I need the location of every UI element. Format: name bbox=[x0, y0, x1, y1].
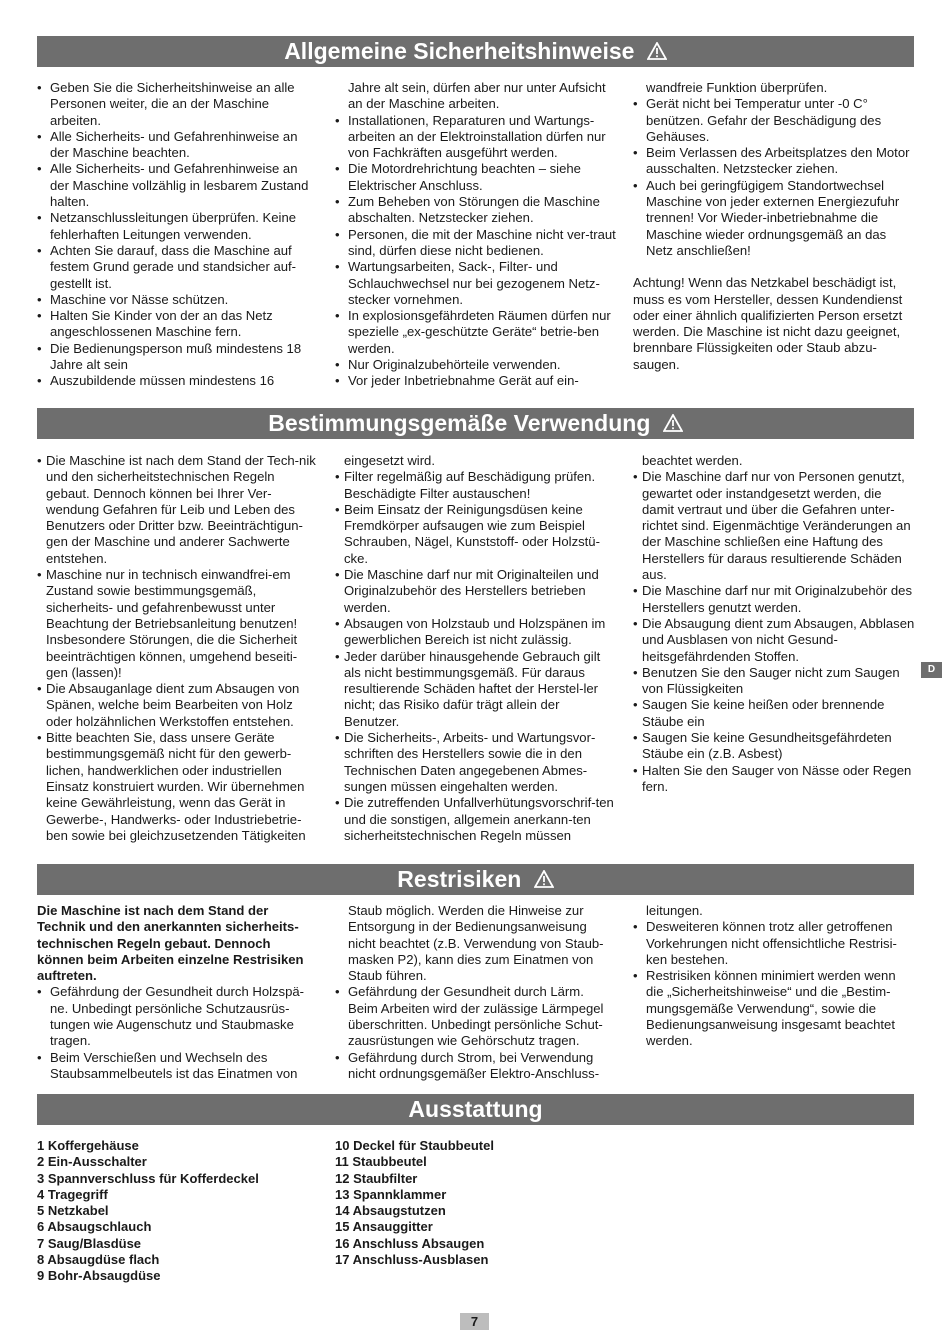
list-item: • Personen, die mit der Maschine nicht ver-traut sind, dürfen diese nicht bedienen. bbox=[335, 227, 617, 260]
equipment-item: 6 Absaugschlauch bbox=[37, 1219, 152, 1235]
list-item: • Die Bedienungsperson muß mindestens 18 Jahre alt sein bbox=[37, 341, 313, 374]
list-item: • Beim Verlassen des Arbeitsplatzes den Motor ausschalten. Netzstecker ziehen. bbox=[633, 145, 915, 178]
warning-triangle-icon bbox=[647, 42, 667, 60]
safety-column-3 bbox=[633, 80, 915, 373]
list-item: • Die Maschine darf nur von Personen genutzt, gewartet oder instandgesetzt werden, die damit vertraut und über die Gefahren unter-richtet sind. Eigenmächtige Veränderungen an der Maschine schließen eine Haftung des Herstellers für daraus resultierende Schäden aus. bbox=[633, 469, 915, 583]
risks-list-3 bbox=[633, 919, 915, 1049]
continued-text: eingesetzt wird. bbox=[344, 453, 435, 468]
list-item: • Nur Originalzubehörteile verwenden. bbox=[335, 357, 617, 373]
list-item: • Halten Sie Kinder von der an das Netz angeschlossenen Maschine fern. bbox=[37, 308, 313, 341]
list-item: • Benutzen Sie den Sauger nicht zum Saugen von Flüssigkeiten bbox=[633, 665, 915, 698]
warning-triangle-icon bbox=[534, 870, 554, 888]
section-header-equipment bbox=[37, 1094, 914, 1125]
risks-column-2 bbox=[335, 903, 617, 1082]
equipment-item: 3 Spannverschluss für Kofferdeckel bbox=[37, 1170, 259, 1186]
continued-text: beachtet werden. bbox=[642, 453, 743, 468]
list-item: • Achten Sie darauf, dass die Maschine auf festem Grund gerade und standsicher auf-gestellt ist. bbox=[37, 243, 313, 292]
section-title-equipment: Ausstattung bbox=[408, 1096, 543, 1122]
continued-text: Staub möglich. Werden die Hinweise zur Entsorgung in der Bedienungsanweisung nicht beachtet (z.B. Verwendung von Staub-masken P2), kann dies zum Einatmen von Staub führen. bbox=[348, 903, 604, 984]
risks-intro: Die Maschine ist nach dem Stand der Technik und den anerkannten sicherheits-technischen Regeln gebaut. Dennoch können beim Arbeiten einzelne Restrisiken auftreten. bbox=[37, 903, 304, 984]
list-item: • Die Maschine ist nach dem Stand der Tech-nik und den sicherheitstechnischen Regeln gebaut. Dennoch können bei Ihrer Ver-wendung Gefahren für Leib und Leben des Benutzers oder Dritter bzw. Beeinträchtigun-gen der Maschine und anderer Sachwerte entstehen. bbox=[37, 453, 317, 567]
list-item: • Beim Verschießen und Wechseln des Staubsammelbeutels ist das Einatmen von bbox=[37, 1050, 317, 1083]
list-item: • Gefährdung der Gesundheit durch Lärm. Beim Arbeiten wird der zulässige Lärmpegel überschritten. Unbedingt persönliche Schut-zausrüstungen wie Gehörschutz tragen. bbox=[335, 984, 617, 1049]
risks-column-3 bbox=[633, 903, 915, 1050]
usage-list-1 bbox=[37, 453, 317, 844]
list-item: • Zum Beheben von Störungen die Maschine abschalten. Netzstecker ziehen. bbox=[335, 194, 617, 227]
list-item: • Desweiteren können trotz aller getroffenen Vorkehrungen nicht offensichtliche Restrisi-ken bestehen. bbox=[633, 919, 915, 968]
continued-text: leitungen. bbox=[646, 903, 703, 918]
list-item: • Die Absauganlage dient zum Absaugen von Spänen, welche beim Bearbeiten von Holz oder holzähnlichen Werkstoffen entstehen. bbox=[37, 681, 317, 730]
equipment-item: 10 Deckel für Staubbeutel bbox=[335, 1138, 494, 1153]
language-tab: D bbox=[921, 662, 942, 678]
list-item: • Bitte beachten Sie, dass unsere Geräte bestimmungsgemäß nicht für den gewerb-lichen, handwerklichen oder industriellen Einsatz konstruiert wurden. Wir übernehmen keine Gewährleistung, wenn das Gerät in Gewerbe-, Handwerks- oder Industriebetrie-ben sowie bei gleichzusetzenden Tätigkeiten bbox=[37, 730, 317, 844]
list-item: • Wartungsarbeiten, Sack-, Filter- und Schlauchwechsel nur bei gezogenem Netz-stecker vornehmen. bbox=[335, 259, 617, 308]
section-title-risks: Restrisiken bbox=[397, 866, 522, 892]
list-item: • Gerät nicht bei Temperatur unter -0 C° benützen. Gefahr der Beschädigung des Gehäuses. bbox=[633, 96, 915, 145]
risks-list-2 bbox=[335, 984, 617, 1082]
equipment-item: 7 Saug/Blasdüse bbox=[37, 1235, 142, 1251]
list-item: • Alle Sicherheits- und Gefahrenhinweise an der Maschine vollzählig in lesbarem Zustand halten. bbox=[37, 161, 313, 210]
equipment-item: 14 Absaugstutzen bbox=[335, 1203, 446, 1219]
safety-column-2 bbox=[335, 80, 617, 390]
equipment-item: 16 Anschluss Absaugen bbox=[335, 1235, 485, 1251]
list-item: • Die Absaugung dient zum Absaugen, Abblasen und Ausblasen von nicht Gesund-heitsgefährdenden Stoffen. bbox=[633, 616, 915, 665]
equipment-item: 8 Absaugdüse flach bbox=[37, 1252, 160, 1268]
list-item: • Saugen Sie keine heißen oder brennende Stäube ein bbox=[633, 697, 915, 730]
list-item: • Die Motordrehrichtung beachten – siehe Elektrischer Anschluss. bbox=[335, 161, 617, 194]
list-item: • Die Maschine darf nur mit Originalteilen und Originalzubehör des Herstellers betrieben werden. bbox=[335, 567, 617, 616]
safety-list-3 bbox=[633, 96, 915, 259]
usage-list-2 bbox=[335, 469, 617, 844]
list-item: • In explosionsgefährdeten Räumen dürfen nur spezielle „ex-geschützte Geräte“ betrie-ben werden. bbox=[335, 308, 617, 357]
list-item: • Restrisiken können minimiert werden wenn die „Sicherheitshinweise“ und die „Bestim-mungsgemäße Verwendung“, sowie die Bedienungsanweisung insgesamt beachtet werden. bbox=[633, 968, 915, 1049]
equipment-item: 15 Ansauggitter bbox=[335, 1219, 433, 1235]
section-title-usage: Bestimmungsgemäße Verwendung bbox=[268, 410, 651, 436]
page-number: 7 bbox=[460, 1313, 489, 1330]
list-item: • Installationen, Reparaturen und Wartungs-arbeiten an der Elektroinstallation dürfen nur von Fachkräften ausgeführt werden. bbox=[335, 113, 617, 162]
equipment-item: 4 Tragegriff bbox=[37, 1186, 108, 1202]
list-item: • Maschine vor Nässe schützen. bbox=[37, 292, 313, 308]
list-item: • Auszubildende müssen mindestens 16 bbox=[37, 373, 313, 389]
usage-list-3 bbox=[633, 469, 915, 795]
list-item: • Beim Einsatz der Reinigungsdüsen keine Fremdkörper aufsaugen wie zum Beispiel Schrauben, Nägel, Kunststoff- oder Holzstü-cke. bbox=[335, 502, 617, 567]
equipment-item: 11 Staubbeutel bbox=[335, 1154, 427, 1170]
safety-list-1 bbox=[37, 80, 313, 390]
list-item: • Absaugen von Holzstaub und Holzspänen im gewerblichen Bereich ist nicht zulässig. bbox=[335, 616, 617, 649]
list-item: • Gefährdung durch Strom, bei Verwendung nicht ordnungsgemäßer Elektro-Anschluss- bbox=[335, 1050, 617, 1083]
safety-list-2 bbox=[335, 113, 617, 390]
equipment-item: 1 Koffergehäuse bbox=[37, 1138, 139, 1153]
section-header-usage bbox=[37, 408, 914, 439]
usage-column-1 bbox=[37, 453, 317, 844]
list-item: • Vor jeder Inbetriebnahme Gerät auf ein- bbox=[335, 373, 617, 389]
equipment-item: 17 Anschluss-Ausblasen bbox=[335, 1252, 489, 1268]
list-item: • Jeder darüber hinausgehende Gebrauch gilt als nicht bestimmungsgemäß. Für daraus resultierende Schäden haftet der Herstel-ler nicht; das Risiko dafür trägt allein der Benutzer. bbox=[335, 649, 617, 730]
equipment-list-1 bbox=[37, 1138, 259, 1285]
risks-list-1 bbox=[37, 984, 317, 1082]
list-item: • Netzanschlussleitungen überprüfen. Keine fehlerhaften Leitungen verwenden. bbox=[37, 210, 313, 243]
continued-text: Jahre alt sein, dürfen aber nur unter Aufsicht an der Maschine arbeiten. bbox=[348, 80, 606, 112]
list-item: • Maschine nur in technisch einwandfrei-em Zustand sowie bestimmungsgemäß, sicherheits- und gefahrenbewusst unter Beachtung der Betriebsanleitung benutzen! Insbesondere Störungen, die die Sicherheit beeinträchtigen können, umgehend beseiti-gen (lassen)! bbox=[37, 567, 317, 681]
section-title-safety: Allgemeine Sicherheitshinweise bbox=[284, 38, 635, 64]
list-item: • Saugen Sie keine Gesundheitsgefährdeten Stäube ein (z.B. Asbest) bbox=[633, 730, 915, 763]
usage-column-2 bbox=[335, 453, 617, 844]
list-item: • Filter regelmäßig auf Beschädigung prüfen. Beschädigte Filter austauschen! bbox=[335, 469, 617, 502]
equipment-item: 13 Spannklammer bbox=[335, 1186, 447, 1202]
section-header-safety bbox=[37, 36, 914, 67]
equipment-item: 5 Netzkabel bbox=[37, 1203, 109, 1219]
continued-text: wandfreie Funktion überprüfen. bbox=[646, 80, 828, 95]
list-item: • Die zutreffenden Unfallverhütungsvorschrif-ten und die sonstigen, allgemein anerkann-ten sicherheitstechnischen Regeln müssen bbox=[335, 795, 617, 844]
usage-column-3 bbox=[633, 453, 915, 795]
list-item: • Halten Sie den Sauger von Nässe oder Regen fern. bbox=[633, 763, 915, 796]
safety-column-1 bbox=[37, 80, 313, 390]
risks-column-1 bbox=[37, 903, 317, 1082]
list-item: • Die Sicherheits-, Arbeits- und Wartungsvor-schriften des Herstellers sowie die in den Technischen Daten angegebenen Abmes-sungen müssen eingehalten werden. bbox=[335, 730, 617, 795]
equipment-item: 12 Staubfilter bbox=[335, 1170, 418, 1186]
section-header-risks bbox=[37, 864, 914, 895]
equipment-item: 2 Ein-Ausschalter bbox=[37, 1154, 147, 1170]
list-item: • Alle Sicherheits- und Gefahrenhinweise an der Maschine beachten. bbox=[37, 129, 313, 162]
equipment-list-2 bbox=[335, 1138, 494, 1268]
list-item: • Die Maschine darf nur mit Originalzubehör des Herstellers genutzt werden. bbox=[633, 583, 915, 616]
equipment-item: 9 Bohr-Absaugdüse bbox=[37, 1268, 161, 1284]
warning-triangle-icon bbox=[663, 414, 683, 432]
list-item: • Gefährdung der Gesundheit durch Holzspä-ne. Unbedingt persönliche Schutzausrüs-tungen wie Augenschutz und Staubmaske tragen. bbox=[37, 984, 317, 1049]
power-cable-note: Achtung! Wenn das Netzkabel beschädigt ist, muss es vom Hersteller, dessen Kundendienst oder einer ähnlich qualifizierten Person ersetzt werden. Die Maschine ist nicht dazu geeignet, brennbare Flüssigkeiten oder Staub abzu-saugen. bbox=[633, 275, 903, 372]
list-item: • Auch bei geringfügigem Standortwechsel Maschine von jeder externen Energiezufuhr trennen! Vor Wieder-inbetriebnahme die Maschine wieder ordnungsgemäß an das Netz anschließen! bbox=[633, 178, 915, 259]
list-item: • Geben Sie die Sicherheitshinweise an alle Personen weiter, die an der Maschine arbeiten. bbox=[37, 80, 313, 129]
